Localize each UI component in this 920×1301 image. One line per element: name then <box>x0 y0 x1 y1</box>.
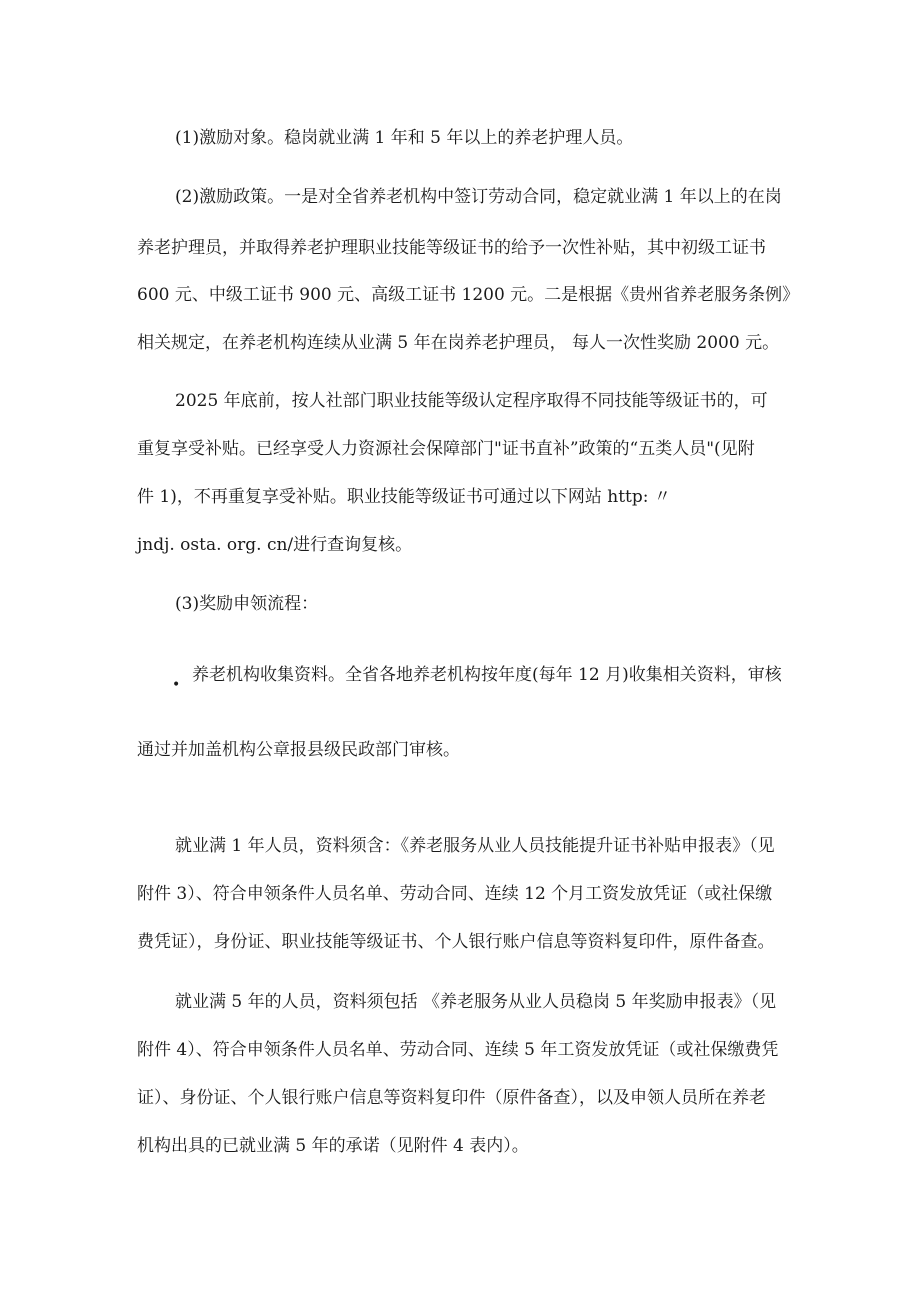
bullet-icon: • <box>172 677 181 693</box>
incentive-policy-line-4: 相关规定，在养老机构连续从业满 5 年在岗养老护理员， 每人一次性奖励 2000 元。 <box>137 333 780 353</box>
incentive-policy-line-1: (2)激励政策。一是对全省养老机构中签订劳动合同，稳定就业满 1 年以上的在岗 <box>175 187 782 207</box>
subsidy-note-line-4: jndj. osta. org. cn/进行查询复核。 <box>137 535 413 555</box>
incentive-policy-line-2: 养老护理员，并取得养老护理职业技能等级证书的给予一次性补贴，其中初级工证书 <box>137 238 766 258</box>
one-year-materials-line-3: 费凭证），身份证、职业技能等级证书、个人银行账户信息等资料复印件，原件备查。 <box>137 932 775 952</box>
five-year-materials-line-4: 机构出具的已就业满 5 年的承诺（见附件 4 表内）。 <box>137 1136 529 1156</box>
five-year-materials-line-1: 就业满 5 年的人员，资料须包括 《养老服务从业人员稳岗 5 年奖励申报表》（见 <box>175 992 777 1012</box>
five-year-materials-line-3: 证）、身份证、个人银行账户信息等资料复印件（原件备查），以及申领人员所在养老 <box>137 1088 766 1108</box>
subsidy-note-line-1: 2025 年底前，按人社部门职业技能等级认定程序取得不同技能等级证书的，可 <box>175 391 768 411</box>
collect-materials-line-1: 养老机构收集资料。全省各地养老机构按年度(每年 12 月)收集相关资料，审核 <box>192 665 782 685</box>
subsidy-note-line-2: 重复享受补贴。已经享受人力资源社会保障部门"证书直补”政策的“五类人员"(见附 <box>137 439 755 459</box>
application-process-heading: (3)奖励申领流程： <box>175 594 319 614</box>
one-year-materials-line-2: 附件 3）、符合申领条件人员名单、劳动合同、连续 12 个月工资发放凭证（或社保缴 <box>137 884 773 904</box>
incentive-policy-line-3: 600 元、中级工证书 900 元、高级工证书 1200 元。二是根据《贵州省养老服务条例》 <box>137 285 800 305</box>
one-year-materials-line-1: 就业满 1 年人员，资料须含：《养老服务从业人员技能提升证书补贴申报表》（见 <box>175 836 775 856</box>
collect-materials-line-2: 通过并加盖机构公章报县级民政部门审核。 <box>137 740 460 760</box>
incentive-target-line-1: (1)激励对象。稳岗就业满 1 年和 5 年以上的养老护理人员。 <box>175 128 634 148</box>
five-year-materials-line-2: 附件 4）、符合申领条件人员名单、劳动合同、连续 5 年工资发放凭证（或社保缴费凭 <box>137 1040 779 1060</box>
subsidy-note-line-3: 件 1)，不再重复享受补贴。职业技能等级证书可通过以下网站 http: 〃 <box>137 487 671 507</box>
